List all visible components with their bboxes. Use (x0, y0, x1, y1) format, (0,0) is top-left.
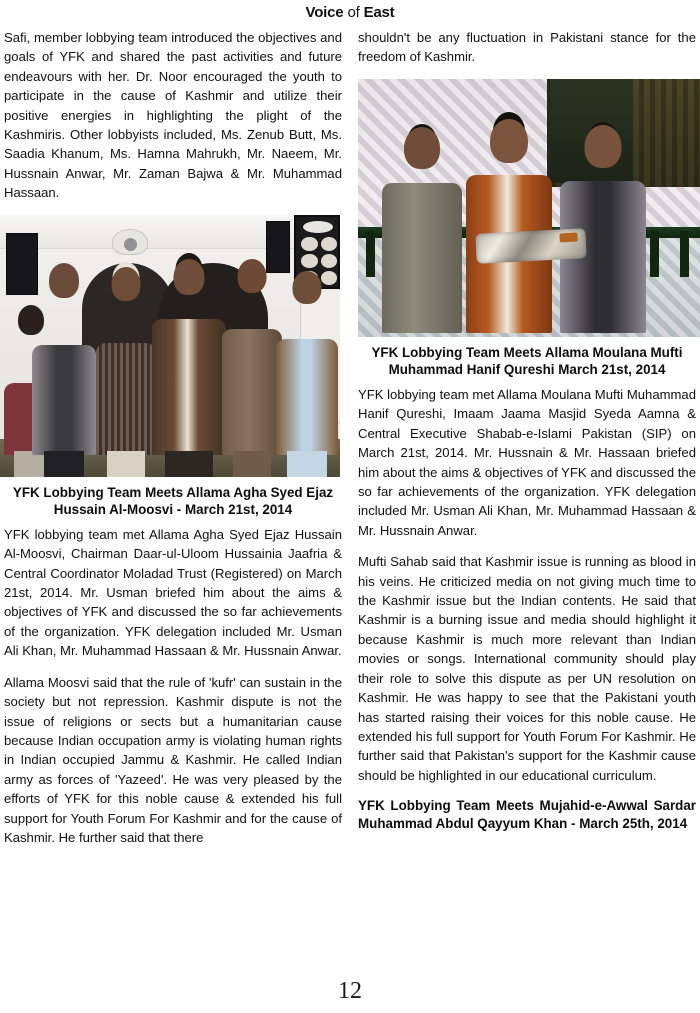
right-paragraph-3: Mufti Sahab said that Kashmir issue is running as blood in his veins. He criticized media on not giving much time to the Kashmir issue but the Indian contents. He said that Kashmir is a burning issue and media should highlight it because Kashmir is much more relevant than Indian movies or songs. International community should play their role to solve this dispute as per UN resolution on Kashmir. He was happy to see that the Pakistani youth has started raising their voices for this noble cause. He extended his full support for Youth Forum For Kashmir. He further said that Pakistan's support for the Kashmir cause should be highlighted in our educational curriculum. (358, 554, 696, 783)
masthead (0, 0, 700, 24)
photo-person-cleric (152, 259, 226, 455)
photo-person-head (293, 271, 322, 304)
photo-person-head (238, 259, 267, 293)
photo-person (96, 267, 156, 455)
photo-person-torso (32, 345, 96, 455)
photo-person-head (49, 263, 79, 298)
photo-person-legs (165, 451, 212, 477)
photo-person-legs (107, 451, 145, 477)
right-column (358, 28, 696, 847)
photo-person-legs (44, 451, 85, 477)
masthead-word-east: East (363, 3, 395, 21)
photo-person-robe (152, 319, 226, 455)
photo-qureshi-gift (358, 79, 700, 337)
right-paragraph-2: YFK lobbying team met Allama Moulana Mufti Muhammad Hanif Qureshi, Imaam Jaama Masjid Syeda Aamna & Central Executive Shabab-e-Islami Pakistan (SIP) on March 21st, 2014. Mr. Hussnain & Mr. Hassaan briefed him about the aims & objectives of YFK and discussed the so far achievements of the organization. YFK delegation included Mr. Usman Ali Khan, Mr. Muhammad Hassaan & Mr. Hussnain Anwar. (358, 387, 696, 538)
photo-person-head (112, 267, 141, 301)
photo-railing-post (680, 231, 689, 277)
photo-person-torso (276, 339, 338, 455)
photo-railing-post (366, 231, 375, 277)
photo-person-head (585, 125, 622, 168)
next-article-heading: YFK Lobbying Team Meets Mujahid-e-Awwal Sardar Muhammad Abdul Qayyum Khan - March 25th, 2014 (358, 798, 696, 831)
photo-person-head (490, 119, 528, 163)
left-paragraph-2: YFK lobbying team met Allama Agha Syed Ejaz Hussain Al-Moosvi, Chairman Daar-ul-Uloom Hussainia Jaafria & Central Coordinator Moladad Trust (Registered) on March 21st, 2014. Mr. Usman briefed him about the aims & objectives of YFK and discussed the so far achievements of the organization. YFK delegation included Mr. Usman Ali Khan, Mr. Muhammad Hassaan & Mr. Hussnain Anwar. (4, 526, 342, 659)
photo-person-legs (287, 451, 327, 477)
photo-moosvi-group (0, 215, 340, 477)
left-column (4, 28, 342, 847)
right-photo-caption: YFK Lobbying Team Meets Allama Moulana Mufti Muhammad Hanif Qureshi March 21st, 2014 (371, 344, 683, 378)
photo-railing-post (650, 231, 659, 277)
photo-wrapped-gift (475, 228, 586, 264)
photo-person-cleric (466, 119, 552, 333)
photo-person-torso (382, 183, 462, 333)
left-photo-caption: YFK Lobbying Team Meets Allama Agha Syed Ejaz Hussain Al-Moosvi - March 21st, 2014 (12, 484, 334, 518)
masthead-word-of: of (347, 3, 360, 21)
photo-person (382, 127, 462, 333)
photo-person-head (404, 127, 440, 169)
photo-person (276, 271, 338, 455)
left-paragraph-3: Allama Moosvi said that the rule of 'kufr' can sustain in the society but not repression. Kashmir dispute is not the issue of religions or sects but a humanitarian cause because Indian occupation army is violating human rights in Indian occupied Jammu & Kashmir. He called Indian army as forces of 'Yazeed'. He was very pleased by the efforts of YFK for this noble cause & extended his full support for Youth Forum For Kashmir and for the cause of Kashmir. He further said that there (4, 674, 342, 845)
photo-person-head (174, 259, 205, 295)
two-column-layout (4, 28, 696, 847)
left-paragraph-1: Safi, member lobbying team introduced the objectives and goals of YFK and shared the past activities and future endeavours with her. Dr. Noor encouraged the youth to participate in the cause of Kashmir and utilize their positive energies in highlighting the plight of the Kashmiris. Other lobbyists included, Ms. Zenub Butt, Ms. Saadia Khanum, Ms. Hamna Mahrukh, Mr. Naeem, Mr. Hussnain Anwar, Mr. Zaman Bajwa & Mr. Muhammad Hassaan. (4, 30, 342, 201)
masthead-word-voice: Voice (305, 3, 344, 21)
photo-ceiling-fan (112, 229, 148, 255)
photo-person-torso (222, 329, 282, 455)
photo-person-legs (233, 451, 271, 477)
photo-person-torso (96, 343, 156, 455)
page-number: 12 (338, 978, 362, 1004)
right-paragraph-1: shouldn't be any fluctuation in Pakistani stance for the freedom of Kashmir. (358, 30, 696, 65)
photo-person (32, 263, 96, 455)
photo-person (222, 259, 282, 455)
